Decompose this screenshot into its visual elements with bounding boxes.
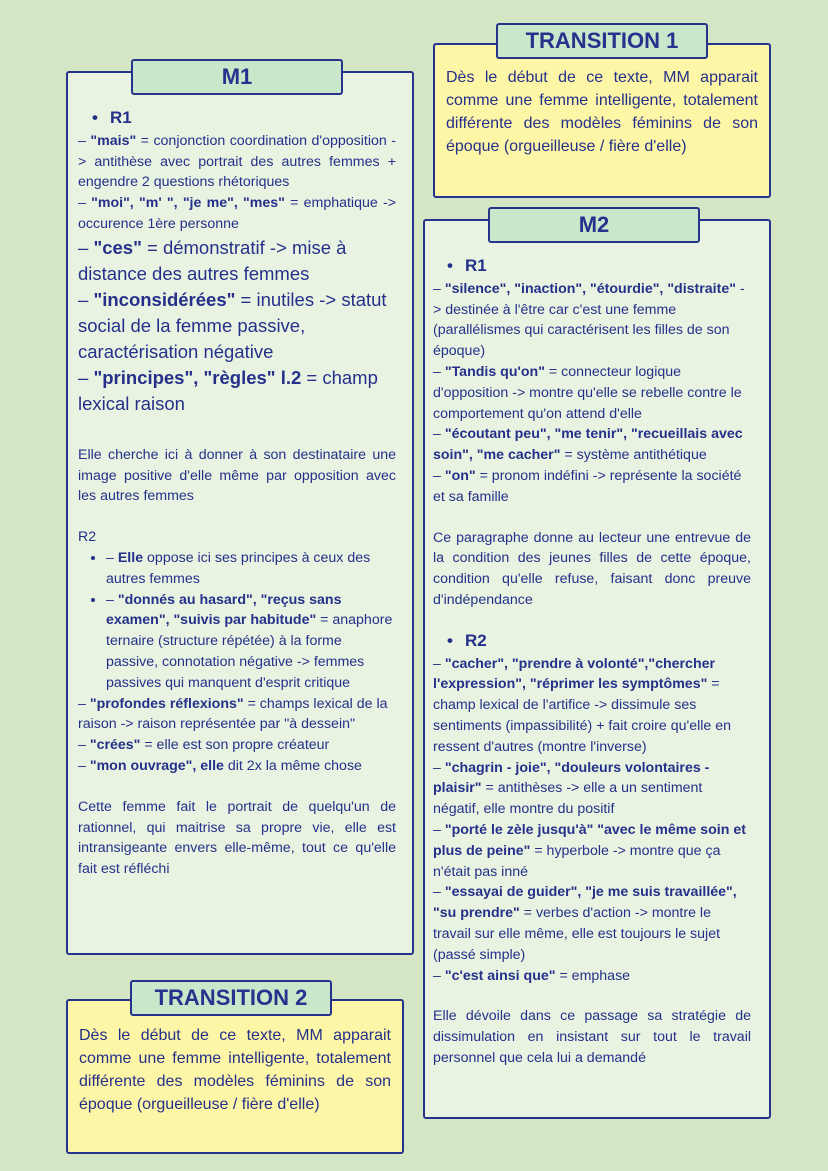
m1-r1-line: – "principes", "règles" l.2 = champ lexical raison bbox=[78, 366, 378, 414]
m1-r2-bullet: • – "donnés au hasard", "reçus sans examen", "suivis par habitude" = anaphore ternaire (structure répétée) à la forme passive, connotation négative -> femmes passives qui manquent d'esprit critique bbox=[106, 590, 396, 694]
transition2-title: TRANSITION 2 bbox=[130, 980, 332, 1016]
m1-r2-line: – "profondes réflexions" = champs lexical de la raison -> raison représentée par "à dessein" bbox=[78, 695, 388, 733]
m1-r2-heading: R2 bbox=[78, 529, 97, 546]
m2-r1-summary: Ce paragraphe donne au lecteur une entrevue de la condition des jeunes filles de cette époque, condition qu'elle refuse, faisant donc preuve d'indépendance bbox=[433, 529, 751, 608]
m2-r2-line: – "essayai de guider", "je me suis travaillée", "su prendre" = verbes d'action -> montre le travail sur elle même, elle est toujours le sujet (passé simple) bbox=[433, 884, 737, 963]
m1-r1-line: – "mais" = conjonction coordination d'opposition -> antithèse avec portrait des autres femmes + engendre 2 questions rhétoriques bbox=[78, 132, 396, 191]
m1-r1-summary: Elle cherche ici à donner à son destinataire une image positive d'elle même par opposition avec les autres femmes bbox=[78, 446, 396, 505]
m1-r1-heading: • R1 bbox=[92, 108, 396, 129]
m2-r2-heading: • R2 bbox=[447, 631, 751, 652]
m1-r2-summary: Cette femme fait le portrait de quelqu'un de rationnel, qui maitrise sa propre vie, elle est intransigeante envers elle-même, tout ce qu'elle fait est réfléchi bbox=[78, 798, 396, 878]
m1-r1-line: – "ces" = démonstratif -> mise à distance des autres femmes bbox=[78, 236, 347, 284]
m1-r2-line: – "mon ouvrage", elle dit 2x la même chose bbox=[78, 757, 362, 774]
m1-title: M1 bbox=[131, 59, 343, 95]
m2-r1-line: – "silence", "inaction", "étourdie", "distraite" -> destinée à l'être car c'est une femme (parallélismes qui caractérisent les filles de son époque) bbox=[433, 280, 745, 360]
m2-r1-line: – "écoutant peu", "me tenir", "recueillais avec soin", "me cacher" = système antithétique bbox=[433, 426, 743, 464]
m1-r2-line: – "crées" = elle est son propre créateur bbox=[78, 737, 330, 754]
transition1-text: Dès le début de ce texte, MM apparait comme une femme intelligente, totalement différente des modèles féminins de son époque (orgueilleuse / fière d'elle) bbox=[446, 69, 758, 155]
transition1-title: TRANSITION 1 bbox=[496, 23, 708, 59]
m2-r2-line: – "porté le zèle jusqu'à" "avec le même soin et plus de peine" = hyperbole -> montre que ça n'était pas inné bbox=[433, 821, 746, 880]
m1-r1-line: – "moi", "m' ", "je me", "mes" = emphatique -> occurence 1ère personne bbox=[78, 195, 396, 232]
m2-r2-line: – "chagrin - joie", "douleurs volontaires - plaisir" = antithèses -> elle a un sentiment négatif, elle montre du positif bbox=[433, 759, 710, 818]
m1-r2-bullets bbox=[78, 548, 396, 694]
m1-r2-bullet: • – Elle oppose ici ses principes à ceux des autres femmes bbox=[106, 548, 396, 590]
m2-r2-summary: Elle dévoile dans ce passage sa stratégie de dissimulation en insistant sur tout le travail personnel que cela lui a demandé bbox=[433, 1008, 751, 1066]
m2-content bbox=[433, 256, 751, 1069]
transition2-text: Dès le début de ce texte, MM apparait comme une femme intelligente, totalement différente des modèles féminins de son époque (orgueilleuse / fière d'elle) bbox=[79, 1027, 391, 1113]
m2-r2-line: – "c'est ainsi que" = emphase bbox=[433, 967, 631, 984]
m2-r1-line: – "on" = pronom indéfini -> représente la société et sa famille bbox=[433, 467, 742, 505]
m1-content bbox=[78, 108, 396, 880]
m1-r1-line: – "inconsidérées" = inutiles -> statut social de la femme passive, caractérisation négative bbox=[78, 288, 387, 362]
m2-r1-line: – "Tandis qu'on" = connecteur logique d'opposition -> montre qu'elle se rebelle contre le comportement qu'on attend d'elle bbox=[433, 363, 742, 422]
m2-r1-heading: • R1 bbox=[447, 256, 751, 277]
m2-r2-line: – "cacher", "prendre à volonté","chercher l'expression", "réprimer les symptômes" = champ lexical de l'artifice -> dissimule ses sentiments (impassibilité) + fait croire qu'elle en ressent d'autres (montre l'inverse) bbox=[433, 655, 732, 755]
m2-title: M2 bbox=[488, 207, 700, 243]
